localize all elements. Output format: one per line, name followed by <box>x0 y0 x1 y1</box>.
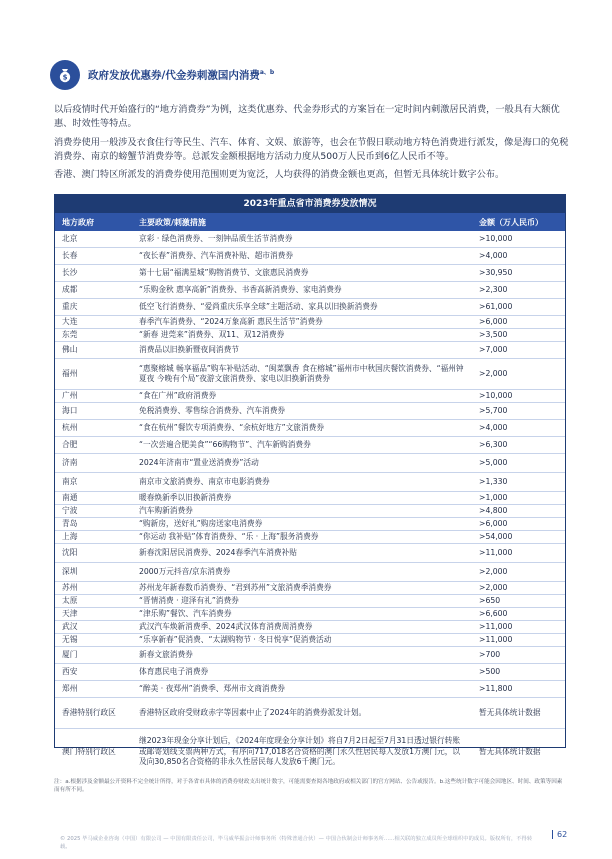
cell-city: 东莞 <box>62 329 78 339</box>
cell-policy: “夜长春”消费券、汽车消费补贴、超市消费券 <box>139 250 294 260</box>
cell-policy: “购新房，送好礼”购房送家电消费券 <box>139 518 263 528</box>
cell-amount: >10,000 <box>479 233 513 243</box>
coupon-table <box>54 194 566 767</box>
cell-amount: >6,000 <box>479 316 508 326</box>
paragraph-2: 消费券使用一般涉及衣食住行等民生、汽车、体育、文娱、旅游等，也会在节假日联动地方特色消费进行派发，像是海口的免税消费券、南京的螃蟹节消费券等。总派发金额根据地方活动力度从500万人民币到6亿人民币不等。 <box>54 137 569 162</box>
cell-policy: 2024年济南市“置业送消费券”活动 <box>139 457 259 467</box>
cell-policy: 新春沈阳居民消费券、2024春季汽车消费补贴 <box>139 547 297 557</box>
cell-city: 宁波 <box>62 505 78 515</box>
cell-city: 广州 <box>62 390 78 400</box>
cell-policy: “醉美 · 夜郑州”消费季、郑州市文商消费券 <box>139 683 285 693</box>
table-body <box>55 231 565 775</box>
cell-policy: “乐购金秋 惠享高新”消费券、书香高新消费券、家电消费券 <box>139 284 342 294</box>
cell-amount: >11,800 <box>479 683 513 693</box>
cell-policy: “津乐购”餐饮、汽车消费券 <box>139 608 232 618</box>
cell-policy: 继2023年现金分享计划后，《2024年度现金分享计划》将自7月2日起至7月31日透过银行转账或邮寄划线支票两种方式，有序向717,018名合资格的澳门永久性居民每人发放1万澳门元，以及向30,850名合资格的非永久性居民每人发放6千澳门元。 <box>139 736 461 767</box>
cell-amount: >11,000 <box>479 621 513 631</box>
table-row <box>55 582 565 595</box>
cell-policy: 体育惠民电子消费券 <box>139 666 209 676</box>
table-row <box>55 698 565 729</box>
cell-amount: >54,000 <box>479 531 513 541</box>
cell-amount: >1,000 <box>479 492 508 502</box>
table-row <box>55 729 565 775</box>
table-row <box>55 403 565 420</box>
cell-amount: >11,000 <box>479 634 513 644</box>
cell-amount: 暂无具体统计数据 <box>479 707 541 717</box>
cell-city: 武汉 <box>62 621 78 631</box>
copyright-footer: © 2025 毕马威企业咨询（中国）有限公司 — 中国有限责任公司，毕马威华振会计师事务所（特殊普通合伙）— 中国合伙制会计师事务所……相关联的独立成员所全球组织中的成员。版权所有，不得转载。 <box>60 836 533 850</box>
section-superscript: a、b <box>259 69 275 77</box>
cell-city: 长沙 <box>62 267 78 277</box>
cell-amount: >1,330 <box>479 476 508 486</box>
svg-text:$: $ <box>62 73 68 82</box>
header-city: 地方政府 <box>62 217 94 227</box>
cell-policy: 消费品以旧换新暨夜间消费节 <box>139 344 239 354</box>
cell-amount: >4,000 <box>479 250 508 260</box>
table-row <box>55 359 565 390</box>
cell-policy: 苏州龙年新春数币消费券、“君到苏州”文旅消费季消费券 <box>139 582 332 592</box>
cell-policy: “惠聚榕城 畅享福品”购车补贴活动、“闽菜飘香 食在榕城”福州市中秋国庆餐饮消费券、“福州钟夏夜 今晚有个局”夜游文旅消费券、家电以旧换新消费券 <box>139 363 464 383</box>
table-row <box>55 265 565 282</box>
footnote: 注：a.根据涉及金额最公开资料不完全统计所得，对于各省市具体的消费券财政支出统计数字，可能需要查阅各地政府或相关部门的官方网站、公告或报告。b.这些统计数字可能会因地区、时间、政策等因素而有所不同。 <box>54 779 563 793</box>
cell-amount: >61,000 <box>479 301 513 311</box>
money-bag-icon <box>50 60 80 90</box>
cell-amount: >6,300 <box>479 439 508 449</box>
cell-amount: >7,000 <box>479 344 508 354</box>
cell-policy: “你运动 我补贴”体育消费券、“乐 · 上海”服务消费券 <box>139 531 319 541</box>
table-row <box>55 473 565 492</box>
cell-city: 香港特别行政区 <box>62 707 116 717</box>
header-policy: 主要政策/刺激措施 <box>139 217 206 227</box>
table-title: 2023年重点省市消费券发放情况 <box>55 195 565 213</box>
cell-amount: >650 <box>479 595 501 605</box>
table-row <box>55 299 565 316</box>
cell-city: 合肥 <box>62 439 78 449</box>
cell-city: 郑州 <box>62 683 78 693</box>
cell-policy: “晋情消费 · 迎泽有礼”消费券 <box>139 595 239 605</box>
cell-amount: >11,000 <box>479 547 513 557</box>
cell-policy: 汽车购新消费券 <box>139 505 193 515</box>
cell-amount: >700 <box>479 649 501 659</box>
cell-city: 佛山 <box>62 344 78 354</box>
cell-policy: “一次尝遍合肥美食”“66购物节”、汽车新购消费券 <box>139 439 311 449</box>
table-row <box>55 329 565 342</box>
cell-city: 深圳 <box>62 566 78 576</box>
cell-city: 天津 <box>62 608 78 618</box>
cell-city: 无锡 <box>62 634 78 644</box>
cell-city: 西安 <box>62 666 78 676</box>
cell-amount: >2,000 <box>479 368 508 378</box>
cell-policy: “食在广州”政府消费券 <box>139 390 217 400</box>
cell-policy: 新春文旅消费券 <box>139 649 193 659</box>
cell-city: 杭州 <box>62 422 78 432</box>
table-row <box>55 544 565 563</box>
cell-policy: 香港特区政府受财政赤字等因素中止了2024年的消费券派发计划。 <box>139 707 367 717</box>
cell-amount: >2,000 <box>479 566 508 576</box>
cell-policy: 京彩 · 绿色消费券、一刻钟品质生活节消费券 <box>139 233 293 243</box>
cell-city: 长春 <box>62 250 78 260</box>
table-row <box>55 342 565 359</box>
cell-policy: 南京市文旅消费券、南京市电影消费券 <box>139 476 270 486</box>
cell-city: 成都 <box>62 284 78 294</box>
table-row <box>55 595 565 608</box>
table-row <box>55 231 565 248</box>
table-row <box>55 316 565 329</box>
cell-amount: >6,000 <box>479 518 508 528</box>
table-row <box>55 681 565 698</box>
cell-policy: 免税消费券、零售综合消费券、汽车消费券 <box>139 405 286 415</box>
table-row <box>55 664 565 681</box>
table-row <box>55 647 565 664</box>
cell-city: 南通 <box>62 492 78 502</box>
cell-amount: >30,950 <box>479 267 513 277</box>
cell-amount: >6,600 <box>479 608 508 618</box>
paragraph-1: 以后疫情时代开始盛行的“地方消费券”为例，这类优惠券、代金券形式的方案旨在一定时间内刺激居民消费，一般具有大额优惠、时效性等特点。 <box>54 104 560 129</box>
table-header <box>55 213 565 231</box>
cell-city: 厦门 <box>62 649 78 659</box>
cell-policy: 春季汽车消费券、“2024万象高新 惠民生活节”消费券 <box>139 316 323 326</box>
cell-amount: >5,000 <box>479 457 508 467</box>
table-row <box>55 492 565 505</box>
cell-amount: >4,800 <box>479 505 508 515</box>
cell-city: 北京 <box>62 233 78 243</box>
cell-city: 福州 <box>62 368 78 378</box>
table-row <box>55 282 565 299</box>
table-row <box>55 437 565 454</box>
cell-amount: >3,500 <box>479 329 508 339</box>
table-row <box>55 531 565 544</box>
cell-amount: >10,000 <box>479 390 513 400</box>
cell-city: 苏州 <box>62 582 78 592</box>
cell-city: 海口 <box>62 405 78 415</box>
cell-amount: 暂无具体统计数据 <box>479 746 541 756</box>
table-row <box>55 505 565 518</box>
page-number: 62 <box>552 830 567 839</box>
cell-city: 济南 <box>62 457 78 467</box>
table-row <box>55 248 565 265</box>
table-row <box>55 518 565 531</box>
cell-amount: >4,000 <box>479 422 508 432</box>
header-amount: 金额（万人民币） <box>479 217 543 227</box>
cell-policy: 2000万元抖音/京东消费券 <box>139 566 231 576</box>
cell-policy: 第十七届“福满星城”购物消费节、文旅惠民消费券 <box>139 267 309 277</box>
paragraph-3: 香港、澳门特区所派发的消费券使用范围则更为宽泛，人均获得的消费金额也更高，但暂无具体统计数字公布。 <box>54 169 505 180</box>
cell-policy: 武汉汽车焕新消费季、2024武汉体育消费周消费券 <box>139 621 313 631</box>
cell-amount: >2,300 <box>479 284 508 294</box>
cell-amount: >500 <box>479 666 501 676</box>
cell-city: 重庆 <box>62 301 78 311</box>
cell-city: 青岛 <box>62 518 78 528</box>
cell-policy: “新春 进莞来”消费券、双11、双12消费券 <box>139 329 285 339</box>
table-row <box>55 454 565 473</box>
cell-policy: “乐享新春”促消费、“太湖购物节 · 冬日悦享”促消费活动 <box>139 634 332 644</box>
cell-policy: 低空飞行消费券、“爱尚重庆乐享全球”主题活动、家具以旧换新消费券 <box>139 301 378 311</box>
table-row <box>55 390 565 403</box>
cell-amount: >5,700 <box>479 405 508 415</box>
cell-city: 沈阳 <box>62 547 78 557</box>
section-title: 政府发放优惠券/代金券刺激国内消费$^{a、b}$ <box>88 69 275 82</box>
table-row <box>55 621 565 634</box>
cell-city: 太原 <box>62 595 78 605</box>
table-row <box>55 608 565 621</box>
section-header <box>50 60 274 90</box>
cell-city: 上海 <box>62 531 78 541</box>
cell-amount: >2,000 <box>479 582 508 592</box>
cell-policy: 暖春焕新季以旧换新消费券 <box>139 492 232 502</box>
cell-city: 澳门特别行政区 <box>62 746 116 756</box>
table-row <box>55 420 565 437</box>
cell-policy: “食在杭州”餐饮专项消费券、“余杭好地方”文旅消费券 <box>139 422 325 432</box>
table-row <box>55 563 565 582</box>
cell-city: 南京 <box>62 476 78 486</box>
cell-city: 大连 <box>62 316 78 326</box>
table-row <box>55 634 565 647</box>
